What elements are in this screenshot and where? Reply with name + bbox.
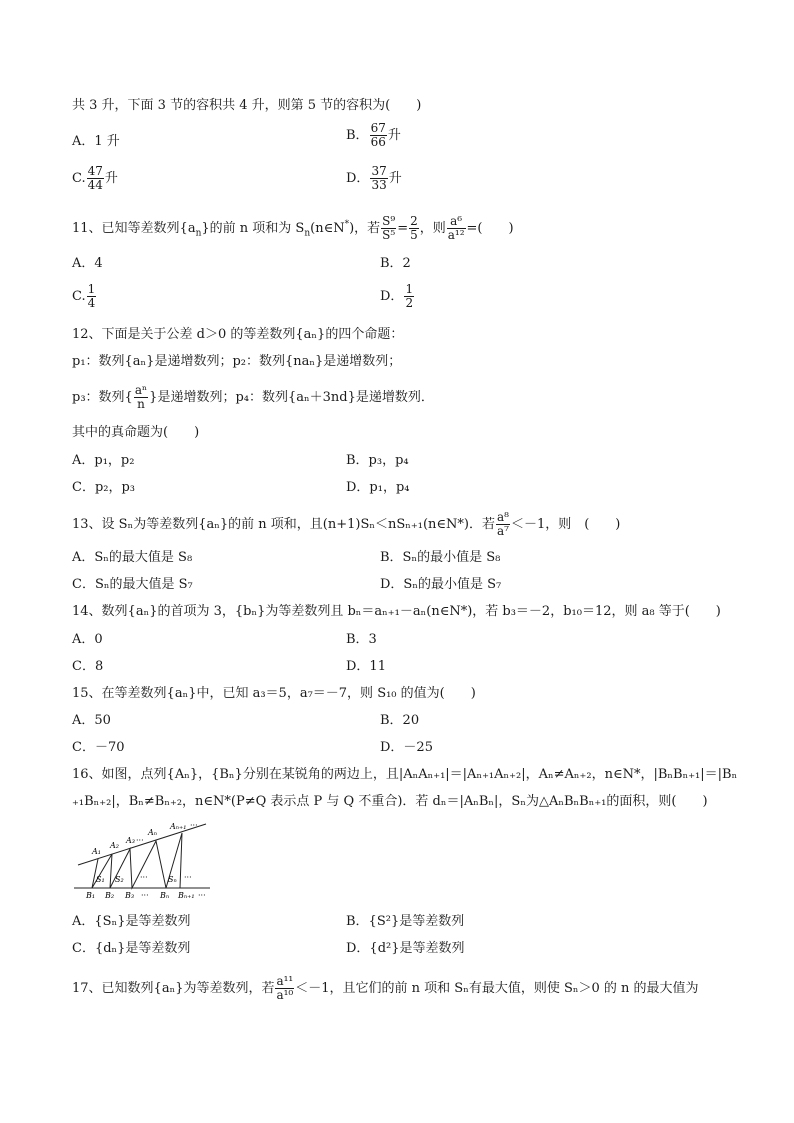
q10-option-c bbox=[72, 165, 118, 192]
q15-option-d: D．－25 bbox=[380, 740, 433, 755]
q13-option-b: B．Sₙ的最小值是 S₈ bbox=[380, 550, 501, 565]
q13-option-a: A．Sₙ的最大值是 S₈ bbox=[72, 550, 193, 565]
q16-stem-line1: 16、如图，点列{Aₙ}，{Bₙ}分别在某锐角的两边上，且|AₙAₙ₊₁|＝|Aₙ₊₁Aₙ₊₂|，Aₙ≠Aₙ₊₂，n∈N*，|BₙBₙ₊₁|＝|Bₙ bbox=[72, 767, 738, 782]
text: }的前 n 项和为 S bbox=[201, 221, 305, 236]
denominator: a¹² bbox=[447, 228, 465, 242]
option-label: C. bbox=[72, 171, 86, 186]
q10-stem: 共 3 升，下面 3 节的容积共 4 升，则第 5 节的容积为( ) bbox=[72, 98, 422, 113]
numerator: 37 bbox=[371, 164, 387, 178]
fraction bbox=[275, 975, 294, 1002]
label-b1: B₁ bbox=[86, 891, 96, 900]
denominator: 44 bbox=[87, 178, 103, 192]
denominator: a⁷ bbox=[496, 524, 509, 538]
q14-option-d: D．11 bbox=[346, 659, 386, 674]
text: ，则 bbox=[419, 221, 446, 236]
q12-ask: 其中的真命题为( ) bbox=[72, 425, 200, 440]
unit: 升 bbox=[388, 171, 402, 186]
denominator: n bbox=[137, 397, 145, 411]
denominator: 4 bbox=[87, 296, 96, 310]
denominator: 2 bbox=[405, 296, 414, 310]
text: 17、已知数列{aₙ}为等差数列，若 bbox=[72, 981, 275, 996]
option-label: B． bbox=[346, 128, 369, 143]
fraction bbox=[370, 165, 387, 192]
q12-propositions-1: p₁：数列{aₙ}是递增数列；p₂：数列{naₙ}是递增数列； bbox=[72, 354, 402, 369]
numerator: 2 bbox=[410, 214, 418, 228]
label-b2: B₂ bbox=[105, 891, 115, 900]
q16-option-c: C．{dₙ}是等差数列 bbox=[72, 941, 191, 956]
text: = bbox=[397, 221, 409, 236]
numerator: S⁹ bbox=[382, 214, 396, 228]
q14-option-a: A．0 bbox=[72, 632, 103, 647]
q14-option-c: C．8 bbox=[72, 659, 104, 674]
label-dots-s: ··· bbox=[140, 873, 148, 882]
q12-propositions-2 bbox=[72, 384, 434, 411]
q16-option-a: A．{Sₙ}是等差数列 bbox=[72, 914, 191, 929]
q16-option-d: D．{d²}是等差数列 bbox=[346, 941, 465, 956]
label-bn1: Bₙ₊₁ bbox=[178, 891, 195, 900]
label-a2: A₂ bbox=[110, 841, 119, 850]
numerator: a⁸ bbox=[496, 510, 509, 524]
denominator: 66 bbox=[370, 135, 386, 149]
q11-option-d bbox=[380, 283, 415, 310]
label-b3: B₃ bbox=[125, 891, 135, 900]
numerator: 47 bbox=[87, 164, 103, 178]
numerator: a⁶ bbox=[447, 215, 466, 229]
numerator: aⁿ bbox=[134, 383, 148, 397]
fraction bbox=[404, 283, 414, 310]
option-label: D． bbox=[380, 289, 404, 304]
q12-option-a: A．p₁，p₂ bbox=[72, 453, 135, 468]
q15-stem: 15、在等差数列{aₙ}中，已知 a₃＝5，a₇＝－7，则 S₁₀ 的值为( ) bbox=[72, 686, 476, 701]
label-an1: Aₙ₊₁ bbox=[170, 822, 187, 831]
q12-option-b: B．p₃，p₄ bbox=[346, 453, 409, 468]
label-dots-b: ··· bbox=[141, 891, 149, 900]
q10-option-a: A．1 升 bbox=[72, 134, 120, 149]
numerator: 1 bbox=[405, 282, 414, 296]
q11-stem: 11、已知等差数列$\{a_n\}$的前 n 项和为 $S_n(n\in N^*)$，若 $\frac{\text{S⁹}}{\text{S⁵}}$ = $\frac{2}{5}$ ，则 $\frac{\text{a⁶}}{\text{a¹²}}$ =( ) bbox=[72, 214, 514, 242]
q17-stem bbox=[72, 975, 699, 1002]
label-dots-s2: ··· bbox=[184, 873, 192, 882]
label-dots-bottom: ··· bbox=[198, 891, 206, 900]
text: =( ) bbox=[466, 221, 514, 236]
label-a3: A₃ bbox=[126, 836, 135, 845]
option-label: D． bbox=[346, 171, 370, 186]
q11-option-a: A．4 bbox=[72, 256, 103, 271]
denominator: S⁵ bbox=[382, 228, 396, 242]
fraction bbox=[496, 511, 510, 538]
fraction bbox=[87, 283, 97, 310]
fraction bbox=[381, 215, 396, 242]
label-a1: A₁ bbox=[92, 847, 101, 856]
fraction bbox=[87, 165, 104, 192]
q10-option-b bbox=[346, 122, 401, 149]
label-s2: S₂ bbox=[115, 875, 124, 884]
text: ＜－1，且它们的前 n 项和 Sₙ有最大值，则使 Sₙ＞0 的 n 的最大值为 bbox=[295, 981, 699, 996]
q11-option-b: B．2 bbox=[380, 256, 411, 271]
fraction bbox=[134, 384, 148, 411]
numerator: a¹¹ bbox=[276, 974, 294, 988]
label-dots-top: ··· bbox=[190, 821, 198, 830]
q13-option-c: C．Sₙ的最大值是 S₇ bbox=[72, 577, 193, 592]
text: }是递增数列；p₄：数列{aₙ＋3nd}是递增数列． bbox=[149, 390, 434, 405]
q16-stem-line2: ₊₁Bₙ₊₂|，Bₙ≠Bₙ₊₂，n∈N*(P≠Q 表示点 P 与 Q 不重合)．若 dₙ＝|AₙBₙ|，Sₙ为△AₙBₙBₙ₊₁的面积，则( ) bbox=[72, 794, 708, 809]
label-s1: S₁ bbox=[96, 875, 105, 884]
q10-option-d bbox=[346, 165, 402, 192]
text: p₃：数列{ bbox=[72, 390, 133, 405]
q16-option-b: B．{S²}是等差数列 bbox=[346, 914, 465, 929]
label-bn: Bₙ bbox=[160, 891, 170, 900]
unit: 升 bbox=[387, 128, 401, 143]
text: )，若 bbox=[349, 221, 381, 236]
denominator: 33 bbox=[371, 178, 387, 192]
text: 13、设 Sₙ为等差数列{aₙ}的前 n 项和，且(n+1)Sₙ＜nSₙ₊₁(n∈N*)．若 bbox=[72, 517, 495, 532]
text: (n∈N bbox=[310, 221, 345, 236]
text: ＜－1，则 ( ) bbox=[510, 517, 621, 532]
label-an: Aₙ bbox=[148, 828, 158, 837]
numerator: 1 bbox=[87, 282, 96, 296]
fraction bbox=[409, 215, 419, 242]
q14-option-b: B．3 bbox=[346, 632, 377, 647]
q14-stem: 14、数列{aₙ}的首项为 3，{bₙ}为等差数列且 bₙ＝aₙ₊₁－aₙ(n∈N*)，若 b₃＝－2，b₁₀＝12，则 a₈ 等于( ) bbox=[72, 604, 721, 619]
q13-stem bbox=[72, 511, 620, 538]
acute-angle-figure bbox=[72, 820, 212, 900]
q13-option-d: D．Sₙ的最小值是 S₇ bbox=[380, 577, 502, 592]
label-sn: Sₙ bbox=[168, 875, 177, 884]
fraction bbox=[447, 215, 466, 242]
text: 11、已知等差数列{a bbox=[72, 221, 196, 236]
q15-option-a: A．50 bbox=[72, 713, 111, 728]
denominator: 5 bbox=[410, 228, 418, 242]
fraction bbox=[370, 122, 387, 149]
label-dots-a: ··· bbox=[136, 836, 144, 845]
denominator: a¹⁰ bbox=[276, 988, 294, 1002]
q12-stem: 12、下面是关于公差 d＞0 的等差数列{aₙ}的四个命题： bbox=[72, 327, 404, 342]
q12-option-d: D．p₁，p₄ bbox=[346, 480, 410, 495]
q15-option-c: C．－70 bbox=[72, 740, 125, 755]
unit: 升 bbox=[104, 171, 118, 186]
q12-option-c: C．p₂，p₃ bbox=[72, 480, 136, 495]
q11-option-c bbox=[72, 283, 97, 310]
option-label: C. bbox=[72, 289, 86, 304]
numerator: 67 bbox=[370, 121, 386, 135]
q15-option-b: B．20 bbox=[380, 713, 420, 728]
